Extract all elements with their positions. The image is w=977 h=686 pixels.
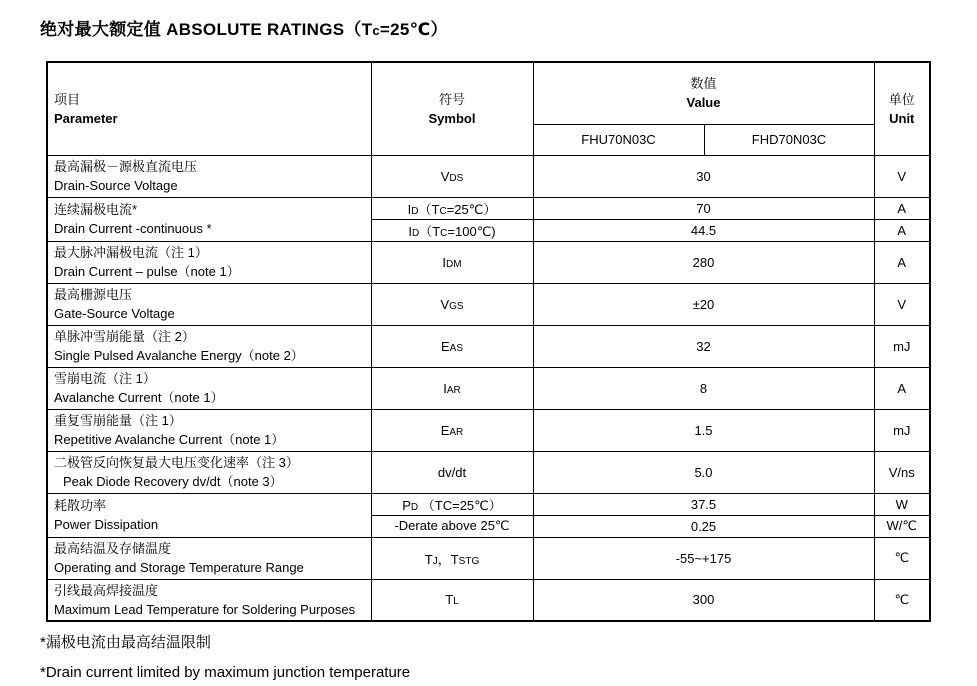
param-cell <box>47 493 371 537</box>
param-zh: 连续漏极电流* <box>54 202 138 217</box>
symbol-text: =25℃） <box>379 20 448 39</box>
symbol-subscript: D <box>411 205 419 217</box>
header-unit-en: Unit <box>889 110 915 126</box>
symbol-text: T <box>450 551 459 567</box>
header-model-fhu70n03c: FHU70N03C <box>533 124 704 155</box>
value-cell: -55~+175 <box>533 537 874 579</box>
header-symbol-en: Symbol <box>428 110 476 126</box>
param-zh: 最大脉冲漏极电流（注 1） <box>54 245 208 260</box>
symbol-subscript: GS <box>449 300 464 312</box>
symbol-cell <box>371 451 533 493</box>
header-parameter-en: Parameter <box>54 110 118 126</box>
param-cell <box>47 325 371 367</box>
param-cell <box>47 579 371 621</box>
table-row <box>47 283 930 325</box>
symbol-text: V <box>440 168 450 184</box>
value-cell: 44.5 <box>533 219 874 241</box>
symbol-cell <box>371 325 533 367</box>
param-en: Gate-Source Voltage <box>54 306 175 321</box>
header-unit-zh: 单位 <box>888 91 915 107</box>
symbol-subscript: DS <box>449 172 464 184</box>
param-cell <box>47 409 371 451</box>
symbol-text: I <box>407 201 412 217</box>
unit-cell: ℃ <box>874 579 930 621</box>
symbol-text: 绝对最大额定值 ABSOLUTE RATINGS（T <box>40 20 373 39</box>
unit-cell: mJ <box>874 325 930 367</box>
param-zh: 最高漏极－源极直流电压 <box>54 159 198 174</box>
table-row <box>47 579 930 621</box>
param-en: Peak Diode Recovery dv/dt（note 3） <box>63 474 283 489</box>
param-zh: 引线最高焊接温度 <box>54 582 159 598</box>
header-value-en: Value <box>686 95 721 111</box>
header-symbol <box>371 62 533 155</box>
value-cell: 8 <box>533 367 874 409</box>
param-zh: 最高结温及存储温度 <box>54 541 172 556</box>
unit-cell: W/℃ <box>874 515 930 537</box>
symbol-cell <box>371 515 533 537</box>
symbol-subscript: c <box>372 23 380 38</box>
param-en: Operating and Storage Temperature Range <box>54 560 304 575</box>
symbol-subscript: DM <box>446 258 462 270</box>
param-cell <box>47 241 371 283</box>
symbol-text: -Derate above 25℃ <box>394 518 510 533</box>
symbol-text: =100℃) <box>447 223 496 239</box>
symbol-subscript: AR <box>446 384 461 396</box>
unit-cell: A <box>874 197 930 219</box>
value-cell: 32 <box>533 325 874 367</box>
symbol-text: =25℃） <box>446 201 497 217</box>
symbol-text: I <box>408 223 412 239</box>
value-cell: ±20 <box>533 283 874 325</box>
param-zh: 二极管反向恢复最大电压变化速率（注 3） <box>54 455 299 470</box>
table-header-row <box>47 62 930 124</box>
header-parameter-zh: 项目 <box>54 91 81 107</box>
symbol-cell <box>371 155 533 197</box>
header-unit <box>874 62 930 155</box>
symbol-subscript: L <box>453 596 459 608</box>
table-row <box>47 197 930 219</box>
param-cell <box>47 283 371 325</box>
symbol-cell <box>371 283 533 325</box>
value-cell: 0.25 <box>533 515 874 537</box>
footnote-en: *Drain current limited by maximum junction temperature <box>40 664 411 681</box>
param-zh: 雪崩电流（注 1） <box>54 371 156 386</box>
value-cell: 70 <box>533 197 874 219</box>
symbol-cell <box>371 579 533 621</box>
param-en: Drain Current – pulse（note 1） <box>54 264 240 279</box>
symbol-text: V <box>440 296 450 312</box>
unit-cell: V <box>874 283 930 325</box>
symbol-text: T <box>445 592 454 608</box>
symbol-text: dv/dt <box>437 464 467 480</box>
symbol-subscript: AS <box>449 342 463 354</box>
value-cell: 5.0 <box>533 451 874 493</box>
unit-cell: ℃ <box>874 537 930 579</box>
param-cell <box>47 197 371 241</box>
symbol-cell <box>371 219 533 241</box>
symbol-text: P <box>402 497 411 513</box>
symbol-cell <box>371 367 533 409</box>
table-row <box>47 367 930 409</box>
param-cell <box>47 155 371 197</box>
param-en: Power Dissipation <box>54 517 159 532</box>
symbol-text: （TC=25℃） <box>418 497 502 513</box>
unit-cell: V <box>874 155 930 197</box>
header-parameter <box>47 62 371 155</box>
symbol-cell <box>371 537 533 579</box>
value-cell: 300 <box>533 579 874 621</box>
param-en: Single Pulsed Avalanche Energy（note 2） <box>54 348 304 363</box>
symbol-text: （T <box>418 201 440 217</box>
unit-cell: A <box>874 219 930 241</box>
symbol-cell <box>371 409 533 451</box>
symbol-text: T <box>424 551 433 567</box>
value-cell: 37.5 <box>533 493 874 515</box>
param-en: Maximum Lead Temperature for Soldering Purposes <box>54 601 356 617</box>
table-row <box>47 325 930 367</box>
symbol-subscript: D <box>411 227 420 239</box>
symbol-cell <box>371 197 533 219</box>
unit-cell: W <box>874 493 930 515</box>
param-en: Drain Current -continuous * <box>54 221 212 236</box>
value-cell: 280 <box>533 241 874 283</box>
symbol-text: I <box>443 380 447 396</box>
table-row <box>47 451 930 493</box>
unit-cell: V/ns <box>874 451 930 493</box>
symbol-subscript: J <box>432 555 438 567</box>
param-en: Avalanche Current（note 1） <box>54 390 224 405</box>
table-row <box>47 409 930 451</box>
absolute-ratings-table <box>46 61 931 622</box>
symbol-text: ， <box>437 551 451 567</box>
symbol-text: （T <box>419 223 441 239</box>
unit-cell: A <box>874 367 930 409</box>
param-zh: 单脉冲雪崩能量（注 2） <box>54 329 195 344</box>
param-en: Repetitive Avalanche Current（note 1） <box>54 432 285 447</box>
header-value <box>533 62 874 124</box>
symbol-cell <box>371 241 533 283</box>
symbol-subscript: C <box>440 227 448 239</box>
symbol-subscript: AR <box>449 426 464 438</box>
unit-cell: mJ <box>874 409 930 451</box>
symbol-text: E <box>440 422 450 438</box>
table-row <box>47 493 930 515</box>
param-en: Drain-Source Voltage <box>54 178 178 193</box>
ratings-table-body <box>47 155 930 621</box>
table-row <box>47 155 930 197</box>
header-model-fhd70n03c: FHD70N03C <box>704 124 874 155</box>
table-row <box>47 537 930 579</box>
param-cell <box>47 367 371 409</box>
table-row <box>47 241 930 283</box>
symbol-text: E <box>440 338 450 354</box>
header-value-zh: 数值 <box>690 76 717 92</box>
symbol-subscript: STG <box>458 555 480 567</box>
symbol-subscript: D <box>410 501 419 513</box>
param-zh: 最高栅源电压 <box>54 287 133 302</box>
unit-cell: A <box>874 241 930 283</box>
param-zh: 重复雪崩能量（注 1） <box>54 413 182 428</box>
footnote-zh: *漏极电流由最高结温限制 <box>40 634 211 651</box>
symbol-subscript: C <box>439 205 447 217</box>
param-cell <box>47 537 371 579</box>
value-cell: 1.5 <box>533 409 874 451</box>
symbol-text: I <box>442 254 447 270</box>
page-title <box>40 15 977 40</box>
param-zh: 耗散功率 <box>54 498 107 513</box>
param-cell <box>47 451 371 493</box>
symbol-cell <box>371 493 533 515</box>
value-cell: 30 <box>533 155 874 197</box>
header-symbol-zh: 符号 <box>438 91 465 107</box>
